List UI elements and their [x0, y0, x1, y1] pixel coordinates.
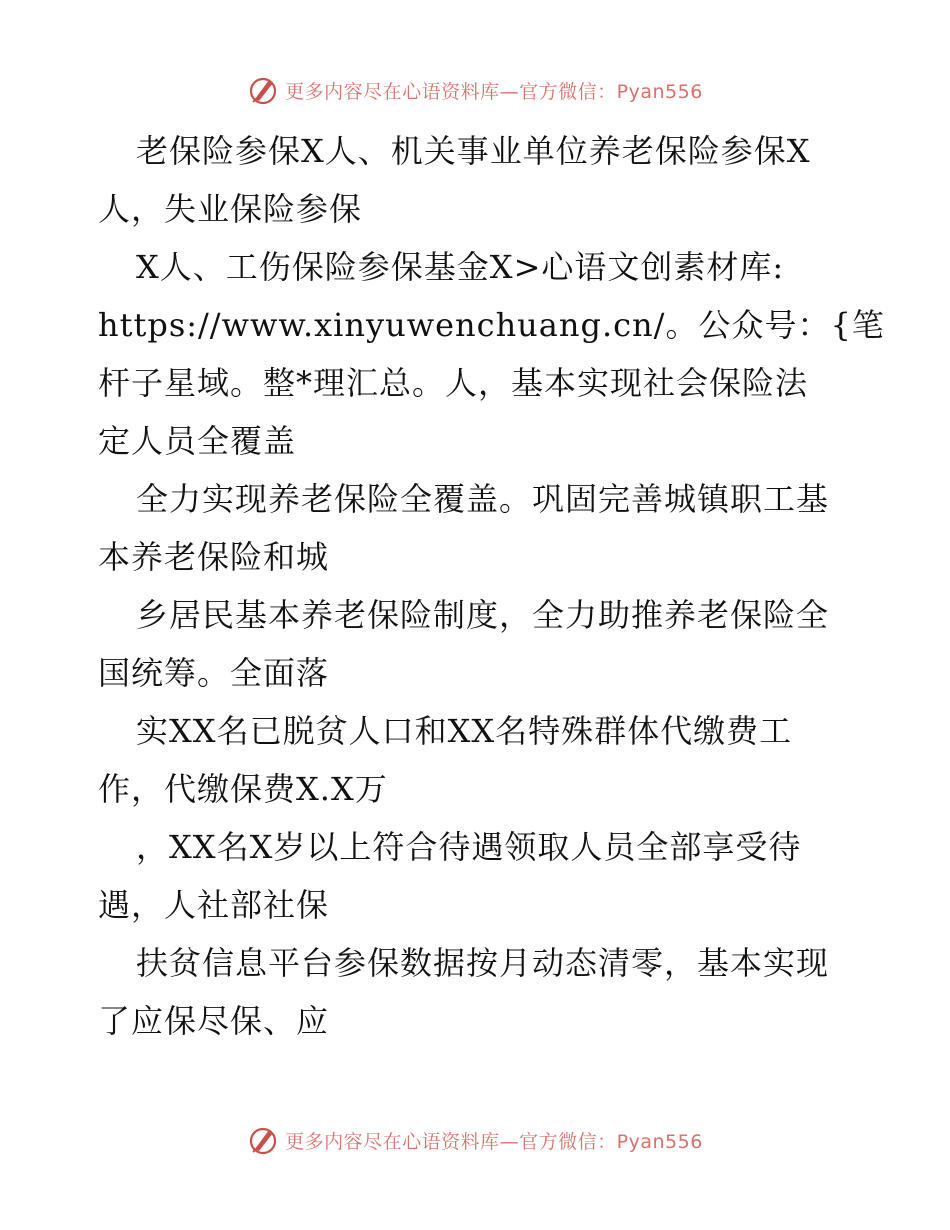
text-line: 国统筹。全面落	[98, 654, 330, 692]
text-line: 作，代缴保费X.X万	[98, 770, 388, 808]
watermark-text: 更多内容尽在心语资料库—官方微信：Pyan556	[285, 80, 703, 103]
text-line: 了应保尽保、应	[98, 1002, 330, 1040]
document-body	[98, 122, 885, 1050]
text-line: 扶贫信息平台参保数据按月动态清零，基本实现	[136, 944, 830, 982]
text-line: https://www.xinyuwenchuang.cn/。公众号：{笔	[98, 306, 885, 344]
text-line: 定人员全覆盖	[98, 422, 297, 460]
text-line: 杆子星域。整*理汇总。人，基本实现社会保险法	[98, 364, 809, 402]
text-line: 遇，人社部社保	[98, 886, 330, 924]
text-line: 本养老保险和城	[98, 538, 330, 576]
quill-pen-logo-icon	[247, 1124, 279, 1156]
footer-watermark	[0, 1120, 950, 1160]
text-line: 乡居民基本养老保险制度，全力助推养老保险全	[136, 596, 830, 634]
text-line: 全力实现养老保险全覆盖。巩固完善城镇职工基	[136, 480, 830, 518]
text-line: 实XX名已脱贫人口和XX名特殊群体代缴费工	[136, 712, 793, 750]
header-watermark	[0, 70, 950, 110]
text-line: 人，失业保险参保	[98, 190, 363, 228]
quill-pen-logo-icon	[247, 74, 279, 106]
text-line: ，XX名X岁以上符合待遇领取人员全部享受待	[136, 828, 802, 866]
watermark-text: 更多内容尽在心语资料库—官方微信：Pyan556	[285, 1130, 703, 1153]
text-line: 老保险参保X人、机关事业单位养老保险参保X	[136, 132, 811, 170]
text-line: X人、工伤保险参保基金X>心语文创素材库:	[136, 248, 785, 286]
